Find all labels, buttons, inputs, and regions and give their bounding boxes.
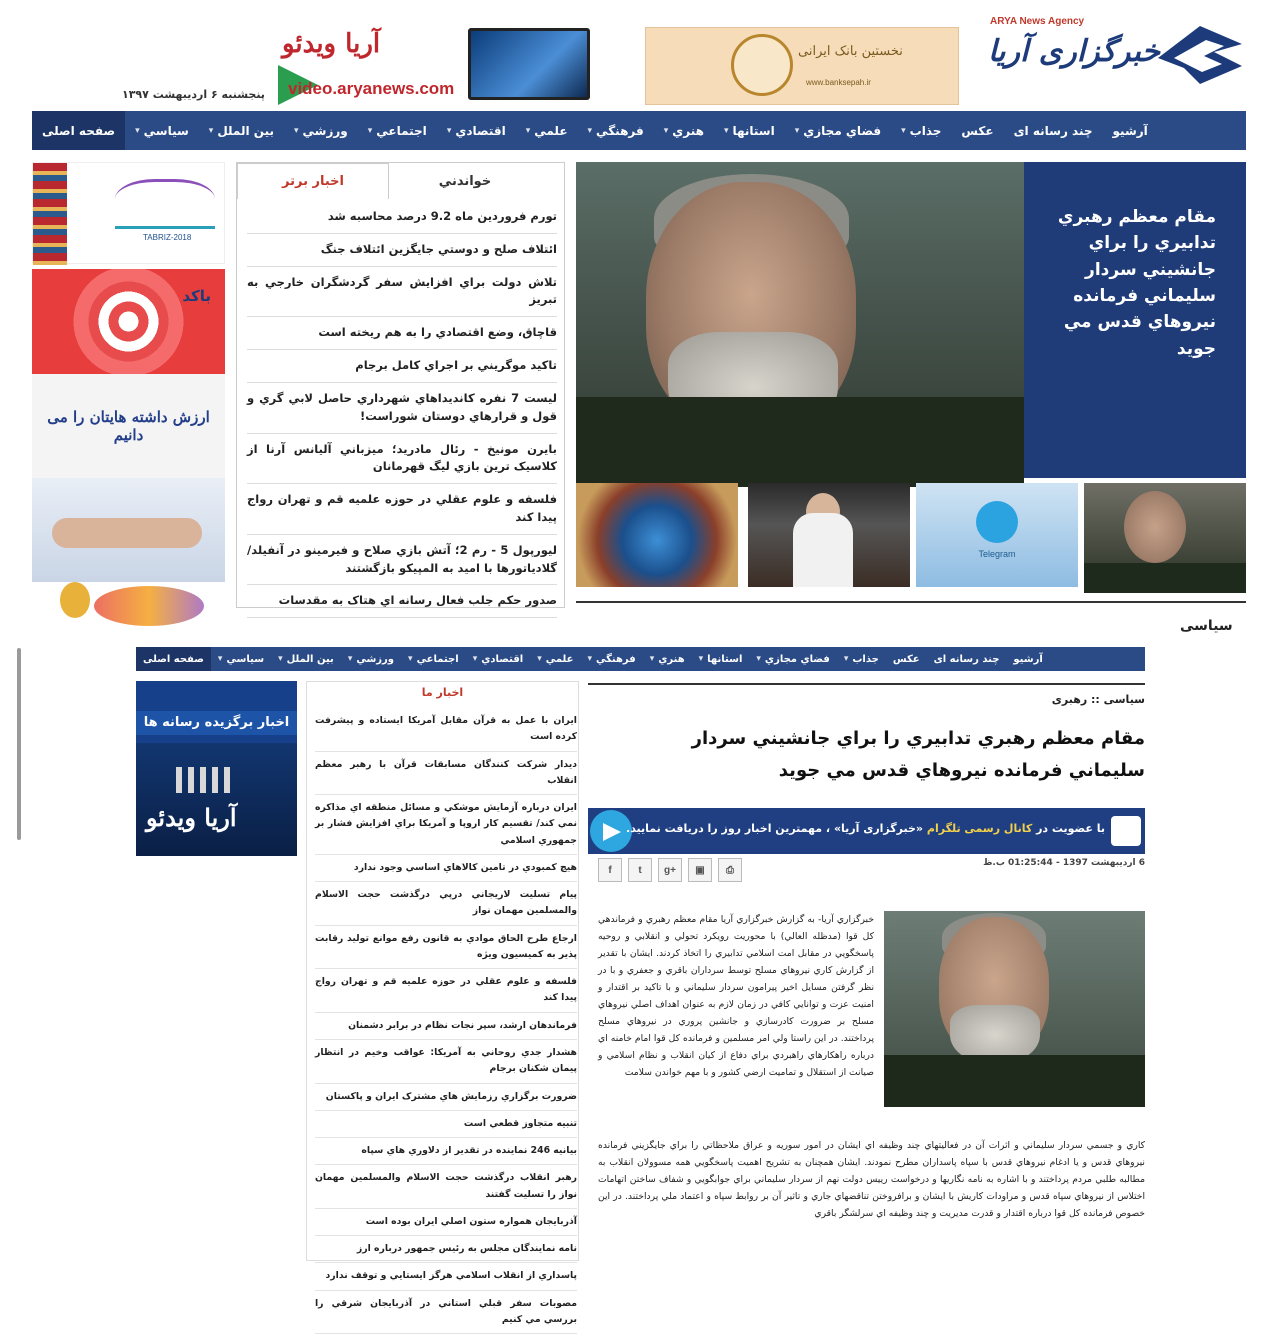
article-title: مقام معظم رهبري تدابيري را براي جانشيني سردار سليماني فرمانده نيروهاي قدس مي جويد xyxy=(691,728,1145,781)
scrollbar[interactable] xyxy=(17,648,21,840)
chevron-down-icon: ▾ xyxy=(208,125,214,136)
arya-video-ad[interactable] xyxy=(278,25,598,103)
facebook-icon[interactable]: f xyxy=(598,858,622,882)
hero-photo[interactable] xyxy=(576,162,1024,478)
nav-item-label: عکس xyxy=(892,653,920,665)
top-news-tabs xyxy=(237,163,564,199)
tabriz-ad-text: TABRIZ-2018 xyxy=(143,233,192,242)
list-item[interactable]: بيانيه 246 نماينده در تقدير از دلاوري هاي سپاه xyxy=(315,1138,577,1165)
top-news-box xyxy=(236,162,565,608)
top-news-list xyxy=(247,201,557,618)
thumbnail-portrait-head xyxy=(1124,491,1186,563)
value-ad-text: ارزش داشته هایتان را می دانیم xyxy=(47,408,210,444)
logo-english-text: ARYA News Agency xyxy=(990,16,1085,27)
list-item[interactable]: رهبر انقلاب درگذشت حجت الاسلام والمسلمين مهمان نواز را تسليت گفتند xyxy=(315,1165,577,1209)
nav-item-label: استانها xyxy=(732,123,775,138)
list-item[interactable]: ليست 7 نفره كانديداهاي شهرداري حاصل لابي گري و قول و قرارهاي دوستان شوراست! xyxy=(247,383,557,434)
nav-item-label: جذاب xyxy=(909,123,942,138)
nav-item-label: جذاب xyxy=(852,653,879,665)
nav-item[interactable] xyxy=(466,647,531,671)
print-icon[interactable]: ⎙ xyxy=(718,858,742,882)
list-item[interactable]: نامه نمايندگان مجلس به رئيس جمهور درباره ارز xyxy=(315,1236,577,1263)
telegram-label: Telegram xyxy=(978,549,1016,559)
bank-sepah-ad[interactable] xyxy=(645,27,959,105)
image-icon[interactable]: ▣ xyxy=(688,858,712,882)
skyline-icon xyxy=(115,179,215,229)
nav-item[interactable] xyxy=(284,111,358,150)
nav-item-label: اجتماعي xyxy=(416,653,459,665)
trophy-icon xyxy=(60,582,90,618)
chevron-down-icon: ▾ xyxy=(756,654,761,664)
list-item[interactable]: ايران درباره آزمايش موشكي و مسائل منطقه اي مذاكره نمي كند/ تقسيم كار اروپا و آمريكا براي افزايش فشار بر جمهوري اسلامي xyxy=(315,795,577,855)
nav-item[interactable] xyxy=(401,647,466,671)
nav-item[interactable] xyxy=(714,111,785,150)
nav-item[interactable] xyxy=(136,647,211,671)
telegram-prefix: با عضویت در xyxy=(1036,822,1105,835)
chevron-down-icon: ▾ xyxy=(537,654,542,664)
list-item[interactable]: قاچاق، وضع اقتصادي را به هم ريخته است xyxy=(247,317,557,350)
chevron-down-icon: ▾ xyxy=(472,654,478,664)
nav-item[interactable] xyxy=(643,647,692,671)
list-item[interactable]: ضرورت برگزاري رزمايش هاي مشترک ايران و پاكستان xyxy=(315,1084,577,1111)
nav-item[interactable] xyxy=(580,647,642,671)
nav-item-label: بين الملل xyxy=(286,653,334,665)
nav-item-label: چند رسانه ای xyxy=(933,653,1000,665)
chevron-down-icon: ▾ xyxy=(587,654,592,664)
nav-item-label: چند رسانه ای xyxy=(1013,123,1093,138)
world-cup-ad[interactable] xyxy=(60,582,210,632)
nav-item[interactable] xyxy=(271,647,341,671)
nav-item-label: اقتصادي xyxy=(481,653,524,665)
arya-logo-icon xyxy=(1154,22,1246,88)
telegram-highlight: کانال رسمی تلگرام xyxy=(926,822,1033,835)
value-ad[interactable] xyxy=(32,374,225,478)
nav-item-label: آرشيو xyxy=(1112,123,1148,138)
breadcrumb[interactable]: سیاسی :: رهبری xyxy=(1051,693,1145,706)
nav-item[interactable] xyxy=(951,111,1003,150)
twitter-icon[interactable]: t xyxy=(628,858,652,882)
header-date: پنجشنبه ۶ اردیبهشت ۱۳۹۷ xyxy=(122,88,265,101)
nav-item-label: فرهنگي xyxy=(595,653,636,665)
chevron-down-icon: ▾ xyxy=(901,125,906,136)
telegram-banner[interactable] xyxy=(588,808,1145,854)
tab-readable[interactable]: خواندني xyxy=(389,163,541,199)
article-date: 6 ارديبهشت 1397 - 01:25:44 ب.ظ xyxy=(983,858,1145,868)
nav-item[interactable] xyxy=(358,111,437,150)
thumbnail-person-shirt xyxy=(793,513,853,587)
list-item[interactable]: پيام تسليت لاريجاني درپي درگذشت حجت الاسلام والمسلمين مهمان نواز xyxy=(315,882,577,926)
thumbnail-telegram[interactable] xyxy=(916,483,1078,587)
list-item[interactable]: تنبيه متجاوز قطعي است xyxy=(315,1111,577,1138)
article-photo-uniform xyxy=(884,1055,1145,1107)
thumbnail-speaker[interactable] xyxy=(748,483,910,587)
nav-item[interactable] xyxy=(837,647,886,671)
nav-item[interactable] xyxy=(654,111,714,150)
article-nav xyxy=(136,647,1145,671)
nav-item[interactable] xyxy=(578,111,654,150)
list-item[interactable]: فرماندهان ارشد، سپر نجات نظام در برابر دشمنان xyxy=(315,1013,577,1040)
nav-item[interactable] xyxy=(891,111,951,150)
paper-plane-icon xyxy=(603,823,621,841)
chevron-down-icon: ▾ xyxy=(698,654,704,664)
nav-item-label: ورزشي xyxy=(302,123,348,138)
chevron-down-icon: ▾ xyxy=(587,125,593,136)
thumbnail-portrait[interactable] xyxy=(1084,483,1246,587)
list-item[interactable]: تلاش دولت براي افزايش سفر گردشگران خارجي به تبريز xyxy=(247,267,557,318)
nav-item[interactable] xyxy=(785,111,891,150)
video-ad-screen xyxy=(136,743,297,856)
chevron-down-icon: ▾ xyxy=(367,125,373,136)
section-label: سیاسی xyxy=(1180,618,1233,634)
nav-item-label: علمي xyxy=(534,123,568,138)
nav-item-label: هنري xyxy=(672,123,704,138)
selected-news-title: اخبار برگزیده رسانه ها xyxy=(136,711,297,735)
nav-item[interactable] xyxy=(341,647,401,671)
list-item[interactable]: آذربايجان همواره ستون اصلي ايران بوده است xyxy=(315,1209,577,1236)
list-item[interactable]: تاكيد موگريني بر اجراي كامل برجام xyxy=(247,350,557,383)
chevron-down-icon: ▾ xyxy=(347,654,353,664)
nav-item-label: صفحه اصلی xyxy=(143,653,204,665)
nav-item[interactable] xyxy=(199,111,284,150)
our-news-box xyxy=(306,681,579,1325)
nav-item-label: اقتصادي xyxy=(455,123,506,138)
chevron-down-icon: ▾ xyxy=(525,125,531,136)
telegram-icon xyxy=(976,501,1018,543)
nav-item-label: فرهنگي xyxy=(596,123,644,138)
google-plus-icon[interactable]: g+ xyxy=(658,858,682,882)
list-item[interactable]: فلسفه و علوم عقلي در حوزه علميه قم و تهران رواج پيدا كند xyxy=(247,484,557,535)
chevron-down-icon: ▾ xyxy=(649,654,655,664)
list-item[interactable]: ايران با عمل به قرآن مقابل آمريكا ايستاده و پيشرفت كرده است xyxy=(315,708,577,752)
list-item[interactable]: پاسداري از انقلاب اسلامي هرگز ايستايي و توقف ندارد xyxy=(315,1263,577,1290)
arya-logo-icon xyxy=(1111,816,1141,846)
list-item[interactable]: ليورپول 5 - رم 2؛ آتش بازي صلاح و فيرمينو در آنفيلد/ گلادياتورها با اميد به المپيکو بازگشتند xyxy=(247,535,557,586)
video-ad-title: آریا ویدئو xyxy=(282,29,381,59)
nav-item-label: عکس xyxy=(961,123,994,138)
nav-item-label: فضاي مجازي xyxy=(764,653,830,665)
nav-item-label: ورزشي xyxy=(356,653,395,665)
nav-item-label: سیاسي xyxy=(143,123,189,138)
selected-news-video-ad[interactable] xyxy=(136,681,297,856)
hero-thumbnails xyxy=(576,483,1246,587)
nav-item[interactable] xyxy=(437,111,516,150)
chevron-down-icon: ▾ xyxy=(663,125,669,136)
list-item[interactable]: ارجاع طرح الحاق موادي به قانون رفع موانع توليد رقابت پذير به كميسيون ويژه xyxy=(315,926,577,970)
nav-item[interactable] xyxy=(1006,647,1049,671)
article xyxy=(588,681,1145,1271)
bakad-ad[interactable] xyxy=(32,269,225,374)
article-rule xyxy=(588,683,1145,685)
chevron-down-icon: ▾ xyxy=(843,654,849,664)
list-item[interactable]: بايرن مونيخ - رئال مادريد؛ ميزباني آليانس آرنا از كلاسيک ترين بازي ليگ قهرمانان xyxy=(247,434,557,485)
handshake-icon xyxy=(52,518,202,548)
our-news-list xyxy=(315,708,577,1334)
tabriz-2018-ad[interactable] xyxy=(32,162,225,264)
bank-seal-icon xyxy=(731,34,793,96)
bars-icon xyxy=(176,767,236,793)
nav-item-label: هنري xyxy=(658,653,685,665)
list-item[interactable]: تورم فروردين ماه 9.2 درصد محاسبه شد xyxy=(247,201,557,234)
chevron-down-icon: ▾ xyxy=(293,125,299,136)
bank-ad-url: www.banksepah.ir xyxy=(806,78,871,87)
hero-slider[interactable] xyxy=(576,162,1246,478)
hero-title[interactable]: مقام معظم رهبري تدابيري را براي جانشيني سردار سليماني فرمانده نيروهاي قدس مي جويد xyxy=(1057,207,1216,359)
list-item[interactable]: فلسفه و علوم عقلي در حوزه علميه قم و تهران رواج پيدا كند xyxy=(315,969,577,1013)
nav-item[interactable] xyxy=(516,111,578,150)
our-news-heading: اخبار ما xyxy=(421,686,464,699)
nav-item-label: بين الملل xyxy=(217,123,274,138)
list-item[interactable]: هيچ كمبودي در تامين كالاهاي اساسي وجود ندارد xyxy=(315,855,577,882)
top-screenshot xyxy=(0,0,1280,640)
nav-item-label: استانها xyxy=(707,653,743,665)
nav-item[interactable] xyxy=(530,647,580,671)
nav-item[interactable] xyxy=(927,647,1007,671)
telegram-suffix: «خبرگزاری آریا» ، مهمترين اخبار روز را دريافت نماييد. xyxy=(626,822,924,835)
carpet-pattern xyxy=(33,163,67,265)
hero-photo-uniform xyxy=(576,397,1024,487)
nav-item[interactable] xyxy=(211,647,271,671)
thumbnail-portrait-uniform xyxy=(1084,563,1246,593)
nav-item[interactable] xyxy=(749,647,836,671)
bakad-ad-text: باکد xyxy=(182,287,211,305)
monitor-icon xyxy=(468,28,590,100)
list-item[interactable]: مصوبات سفر قبلي استاني در آذربايجان شرقي را بررسي مي كنيم xyxy=(315,1291,577,1334)
nav-item[interactable] xyxy=(32,111,125,150)
nav-item-label: سیاسي xyxy=(226,653,265,665)
site-logo[interactable] xyxy=(982,12,1250,102)
chevron-down-icon: ▾ xyxy=(446,125,452,136)
list-item[interactable]: هشدار جدي روحاني به آمريكا: عواقب وخيم در انتظار پيمان شكنان برجام xyxy=(315,1040,577,1084)
chevron-down-icon: ▾ xyxy=(278,654,283,664)
divider xyxy=(576,601,1246,603)
chevron-down-icon: ▾ xyxy=(794,125,800,136)
telegram-banner-text xyxy=(626,822,1105,835)
chevron-down-icon: ▾ xyxy=(723,125,729,136)
nav-item-label: علمي xyxy=(545,653,574,665)
nav-item[interactable] xyxy=(125,111,199,150)
bank-ad-text: نخستین بانک ایرانی xyxy=(798,44,903,59)
nav-item[interactable] xyxy=(1004,111,1103,150)
article-body-2: كاري و جسمي سردار سليماني و اثرات آن در فعاليتهاي چند وظيفه اي ايشان در امور سوريه و عراق ملاحظاتي را براي جايگزيني فرمانده نيروهاي قدس و يا ادغام نيروهاي قدس با سپاه پاسداران مطرح نمودند. ايشان همچنان به تشريح اهميت پاسخگويي همه مسوولان انقلاب به مطالبه طلبي مردم پرداختند و با اشاره به نامه نگاريها و درخواست رييس دولت نهم از سردار سليماني براي جوابگويي و شفاف ساختن اتهامات اختلاس از نيروهاي سپاه قدس و مراودات كاريش با ايشان و برافروختن تناقضهاي جاري و تاثير آن بر روابط سپاه و اعتماد ملي پرداختند. در اين خصوص فرمانده كل قوا درباره اقتدار و قدرت مديريت و چند وظيفه اي سرلشگر باقري xyxy=(598,1140,1145,1220)
list-item[interactable]: صدور حکم جلب فعال رسانه اي هتاک به مقدسات xyxy=(247,585,557,618)
swirl-decoration xyxy=(94,586,204,626)
article-body-1: خبرگزاري آريا- به گزارش خبرگزاري آريا مقام معظم رهبري و فرماندهي كل قوا (مدظله العالي) با محوريت رويكرد تحولي و انقلابي و روحيه پاسخگويي در مقابل امت اسلامي تدابيري را اتخاذ كردند. ايشان با تقدير از گزارش كاري نيروهاي مسلح توسط سرداران باقري و جعفري و با در نظر گرفتن مسايل اخير پيرامون سردار سليماني و با تاكيد بر اقتدار و امنيت عزت و توانايي كافي در زمان لازم به عنوان اهداف اصلي نيروهاي مسلح بر ضرورت كادرسازي و جانشين پروري در نيروهاي مسلح پرداختند. در اين راستا ولي امر مسلمين و فرمانده كل قوا امام خامنه اي درباره راهكارهاي راهبردي براي دفاع از كيان انقلاب و نظام اسلامي و صيانت از استقلال و تماميت ارضي كشور و با مهم خواندن سلامت xyxy=(598,914,874,1079)
nav-item[interactable] xyxy=(1103,111,1158,150)
chevron-down-icon: ▾ xyxy=(408,654,413,664)
handshake-ad[interactable] xyxy=(32,478,225,582)
tab-top-news[interactable]: اخبار برتر xyxy=(237,163,389,199)
nav-item[interactable] xyxy=(692,647,750,671)
nav-item-label: صفحه اصلی xyxy=(42,123,116,138)
logo-persian-text: خبرگزاری آریا xyxy=(988,34,1161,69)
nav-item-label: اجتماعي xyxy=(376,123,427,138)
chevron-down-icon: ▾ xyxy=(135,125,140,136)
nav-item-label: آرشيو xyxy=(1013,653,1043,665)
nav-item[interactable] xyxy=(886,647,927,671)
thumbnail-globe[interactable] xyxy=(576,483,738,587)
video-ad-brand: آریا ویدئو xyxy=(146,803,237,832)
chevron-down-icon: ▾ xyxy=(217,654,223,664)
main-nav xyxy=(32,111,1246,150)
nav-item-label: فضاي مجازي xyxy=(803,123,882,138)
list-item[interactable]: ائتلاف صلح و دوستي جايگزين ائتلاف جنگ xyxy=(247,234,557,267)
video-ad-url: video.aryanews.com xyxy=(288,79,455,98)
list-item[interactable]: ديدار شركت كنندگان مسابقات قرآن با رهبر معظم انقلاب xyxy=(315,752,577,796)
article-photo xyxy=(884,911,1145,1107)
share-buttons xyxy=(598,858,742,882)
